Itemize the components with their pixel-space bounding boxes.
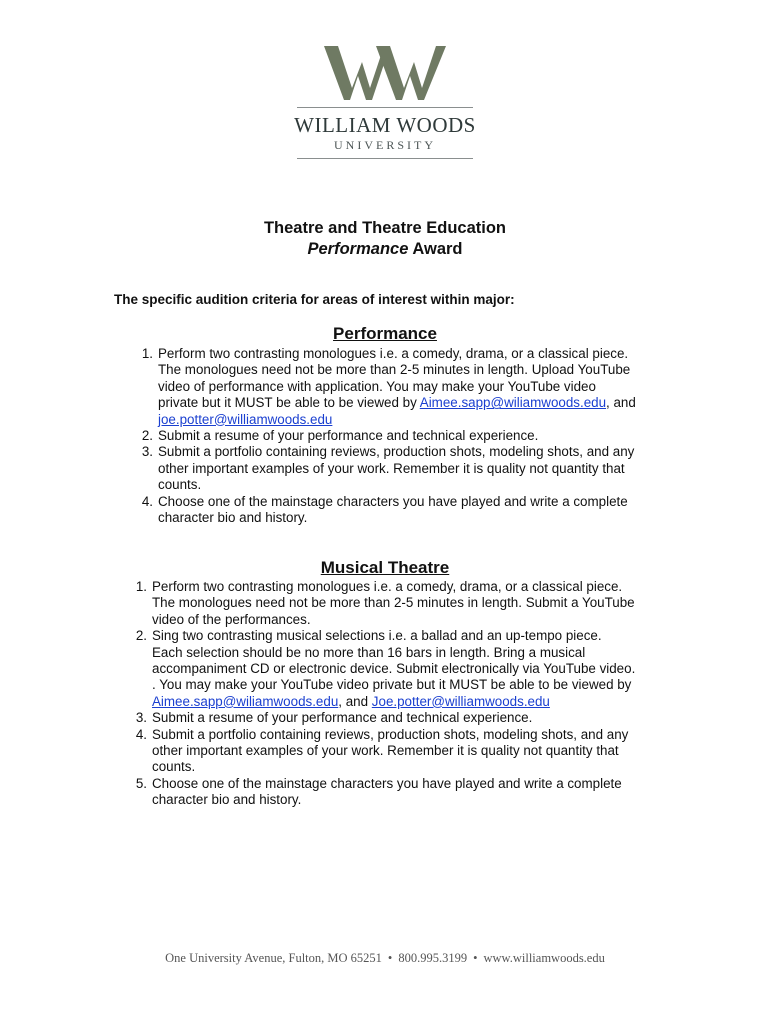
item-line: Choose one of the mainstage characters you have played and write a complete [152,775,622,791]
item-number: 3. [141,444,153,460]
item-line: video of the performances. [152,611,311,627]
item-line: The monologues need not be more than 2-5 minutes in length. Submit a YouTube [152,595,635,611]
list-item [133,494,663,527]
item-line: Aimee.sapp@wiliamwoods.edu, and Joe.potter@williamwoods.edu [152,693,550,709]
footer-phone: 800.995.3199 [398,951,468,965]
item-line [158,412,636,428]
list-item [133,346,663,428]
item-line: character bio and history. [158,509,308,525]
list-item [127,776,667,809]
item-line: Submit a portfolio containing reviews, production shots, modeling shots, and any [158,444,635,460]
logo-name: WILLIAM WOODS [294,113,476,137]
item-line: private but it MUST be able to be viewed by Aimee.sapp@wiliamwoods.edu, and [158,395,636,411]
item-number: 1. [141,346,153,361]
item-number: 1. [135,579,147,594]
title-line-2 [0,239,770,260]
item-number: 2. [141,428,153,443]
footer-website-link[interactable]: www.williamwoods.edu [483,951,605,965]
item-line: Submit a portfolio containing reviews, production shots, modeling shots, and any [152,726,629,742]
logo-subtitle: UNIVERSITY [334,138,436,152]
title-line-1: Theatre and Theatre Education [263,219,507,237]
item-line: video of performance with application. You may make your YouTube video [158,378,596,394]
item-number: 4. [141,493,153,509]
list-item [133,428,663,444]
university-logo [290,40,480,165]
item-number: 2. [135,628,147,644]
item-line: Submit a resume of your performance and technical experience. [158,428,539,443]
logo-rule-top [297,107,473,108]
ww-monogram-logo [290,40,480,110]
logo-rule-bottom [297,158,473,159]
footer-address: One University Avenue, Fulton, MO 65251 [165,951,382,965]
item-line: Perform two contrasting monologues i.e. a comedy, drama, or a classical piece. [152,579,623,594]
item-line: Sing two contrasting musical selections i.e. a ballad and an up-tempo piece. [152,628,602,644]
item-line: counts. [158,477,202,493]
intro-text: The specific audition criteria for areas of interest within major: [114,292,515,307]
item-line: Choose one of the mainstage characters you have played and write a complete [158,493,628,509]
title-italic: Performance [307,240,409,258]
logo-monogram-text: WW [290,40,292,41]
item-line: accompaniment CD or electronic device. Submit electronically via YouTube video. [152,661,636,676]
item-line: Perform two contrasting monologues i.e. a comedy, drama, or a classical piece. [158,346,629,361]
title-rest: Award [408,240,463,258]
email-link-aimee[interactable]: Aimee.sapp@wiliamwoods.edu [419,395,607,411]
item-line: . You may make your YouTube video private but it MUST be able to be viewed by [152,677,632,693]
email-link-joe[interactable]: Joe.potter@williamwoods.edu [371,693,550,709]
item-line: other important examples of your work. Remember it is quality not quantity that [158,460,625,476]
performance-list [133,346,663,526]
item-number: 5. [135,775,147,791]
item-line: Submit a resume of your performance and technical experience. [152,710,533,726]
list-item [127,579,667,628]
musical-theatre-heading: Musical Theatre [320,558,450,577]
list-item [127,727,667,776]
footer-bullet: • [473,951,478,965]
email-link-joe[interactable]: joe.potter@williamwoods.edu [158,411,333,427]
musical-theatre-list [127,579,667,809]
item-line: counts. [152,759,196,775]
footer-bullet: • [387,951,393,965]
item-number: 3. [135,710,147,726]
item-number: 4. [135,726,147,742]
item-line: Each selection should be no more than 16 bars in length. Bring a musical [152,644,586,660]
page-footer [0,951,770,966]
item-line: character bio and history. [152,792,302,808]
item-line: other important examples of your work. Remember it is quality not quantity that [152,742,619,758]
list-item [133,444,663,493]
list-item [127,710,667,726]
list-item [127,628,667,710]
document-title [0,218,770,260]
email-link-aimee[interactable]: Aimee.sapp@wiliamwoods.edu [152,693,339,709]
performance-heading: Performance [333,324,437,343]
item-line: The monologues need not be more than 2-5 minutes in length. Upload YouTube [158,362,631,378]
